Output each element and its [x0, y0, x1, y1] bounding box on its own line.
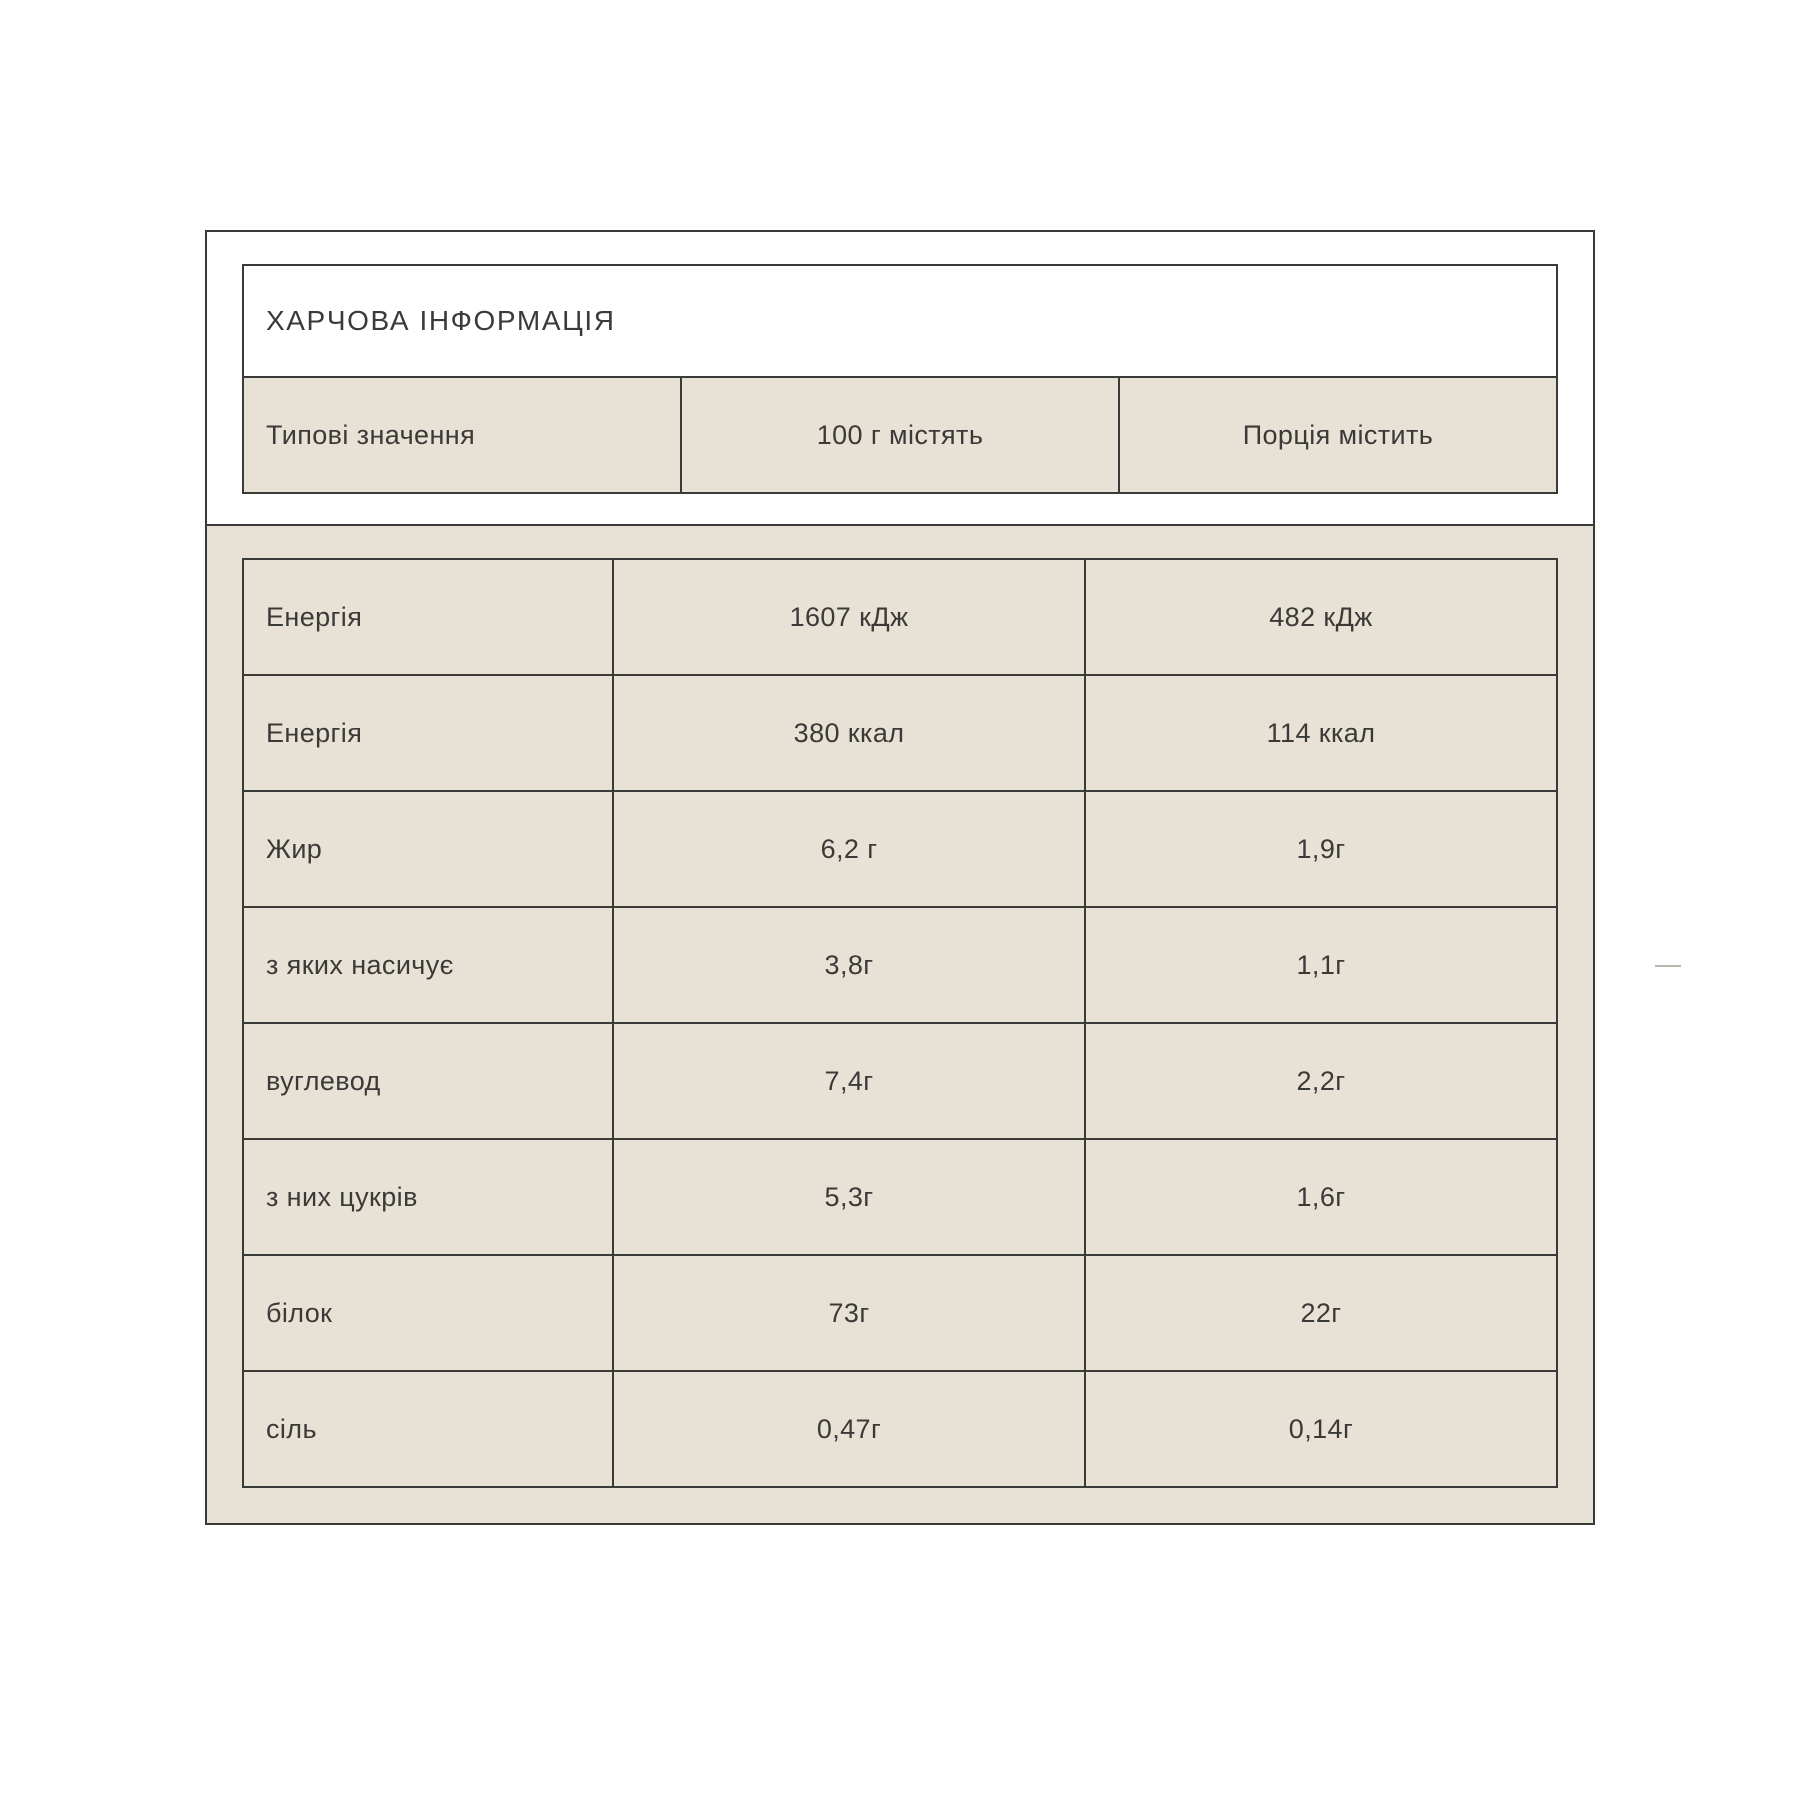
row-label: з яких насичує [243, 907, 613, 1023]
table-row [243, 1023, 1557, 1139]
column-header-typical-values: Типові значення [243, 377, 681, 493]
nutrition-card-header [207, 232, 1593, 494]
row-value-per-100g: 73г [613, 1255, 1085, 1371]
nutrition-card-body [207, 524, 1593, 1523]
row-label: Енергія [243, 675, 613, 791]
row-value-per-100g: 3,8г [613, 907, 1085, 1023]
row-value-per-100g: 7,4г [613, 1023, 1085, 1139]
row-label: сіль [243, 1371, 613, 1487]
row-value-per-100g: 6,2 г [613, 791, 1085, 907]
row-value-per-100g: 380 ккал [613, 675, 1085, 791]
table-row [243, 1139, 1557, 1255]
table-row [243, 675, 1557, 791]
row-value-per-100g: 5,3г [613, 1139, 1085, 1255]
table-row [243, 559, 1557, 675]
table-row [243, 1255, 1557, 1371]
table-row [243, 1371, 1557, 1487]
row-value-per-100g: 1607 кДж [613, 559, 1085, 675]
row-value-per-portion: 0,14г [1085, 1371, 1557, 1487]
row-value-per-portion: 1,1г [1085, 907, 1557, 1023]
nutrition-values-table [242, 558, 1558, 1488]
row-label: з них цукрів [243, 1139, 613, 1255]
table-row-column-headers [243, 377, 1557, 493]
column-header-per-portion: Порція містить [1119, 377, 1557, 493]
nutrition-information-card [205, 230, 1595, 1525]
page-title: ХАРЧОВА ІНФОРМАЦІЯ [243, 265, 1557, 377]
row-label: білок [243, 1255, 613, 1371]
table-row-title [243, 265, 1557, 377]
row-value-per-100g: 0,47г [613, 1371, 1085, 1487]
table-row [243, 907, 1557, 1023]
row-value-per-portion: 2,2г [1085, 1023, 1557, 1139]
row-value-per-portion: 482 кДж [1085, 559, 1557, 675]
row-value-per-portion: 1,6г [1085, 1139, 1557, 1255]
row-label: вуглевод [243, 1023, 613, 1139]
row-label: Жир [243, 791, 613, 907]
table-row [243, 791, 1557, 907]
row-label: Енергія [243, 559, 613, 675]
row-value-per-portion: 114 ккал [1085, 675, 1557, 791]
column-header-per-100g: 100 г містять [681, 377, 1119, 493]
nutrition-header-table [242, 264, 1558, 494]
row-value-per-portion: 1,9г [1085, 791, 1557, 907]
row-value-per-portion: 22г [1085, 1255, 1557, 1371]
edge-tick-mark [1655, 965, 1681, 967]
